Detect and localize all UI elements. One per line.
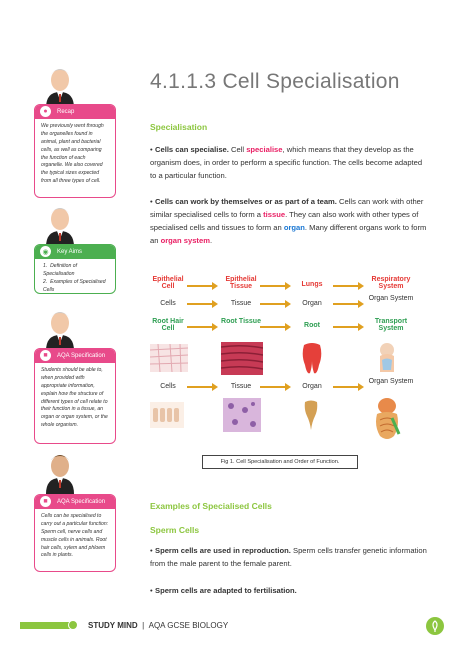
key-aim-item: 1. Definition of Specialisation xyxy=(43,263,77,277)
teacher-avatar-icon xyxy=(40,452,80,494)
respiratory-system-image xyxy=(374,342,400,372)
section-heading: Specialisation xyxy=(150,122,208,132)
teacher-avatar-icon xyxy=(40,205,80,247)
aqa-spec-header: ■ AQA Specification xyxy=(35,495,115,509)
fig-label-organ-system: Organ System xyxy=(368,295,414,302)
paragraph-sperm-fertilisation: • Sperm cells are adapted to fertilisation. xyxy=(150,586,297,595)
fig-label-tissue: Tissue xyxy=(230,300,252,307)
teacher-avatar-icon xyxy=(40,66,80,108)
key-aims-header: ◉ Key Aims xyxy=(35,245,115,259)
arrow-icon xyxy=(333,303,359,305)
fig-label-cells: Cells xyxy=(160,383,176,390)
recap-header: ● Recap xyxy=(35,105,115,119)
lightbulb-icon: ● xyxy=(40,106,51,117)
arrow-icon xyxy=(333,326,359,328)
figure-caption: Fig 1. Cell Specialisation and Order of Function. xyxy=(202,455,358,469)
organ-image xyxy=(303,400,319,430)
fig-label-tissue: Tissue xyxy=(230,383,252,390)
fig-label-root-hair-cell: Root Hair Cell xyxy=(152,318,184,332)
fig-label-organ: Organ xyxy=(302,383,322,390)
section-heading: Examples of Specialised Cells xyxy=(150,501,272,511)
arrow-icon xyxy=(260,285,286,287)
epithelial-tissue-image xyxy=(221,342,263,375)
epithelial-cell-image xyxy=(150,344,188,372)
aqa-spec-header: ■ AQA Specification xyxy=(35,349,115,363)
clipboard-icon: ■ xyxy=(40,350,51,361)
teacher-avatar-icon xyxy=(40,309,80,351)
aqa-spec-text: Students should be able to, when provided with appropriate information, explain how the structure of different types of cell relate to their function in a tissue, an organ or organ system, or the whole organism. xyxy=(41,367,108,429)
study-mind-logo-icon xyxy=(426,617,444,635)
arrow-icon xyxy=(333,386,359,388)
subsection-heading: Sperm Cells xyxy=(150,525,200,535)
target-icon: ◉ xyxy=(40,246,51,257)
key-aims-list xyxy=(35,259,115,299)
arrow-icon xyxy=(260,303,286,305)
aqa-spec-text: Cells can be specialised to carry out a particular function: Sperm cell, nerve cells and muscle cells in animals. Root hair cells, xylem and phloem cells in plants. xyxy=(41,513,109,559)
paragraph-cells-specialise: • Cells can specialise. Cell specialise, which means that they develop as the organism does, in order to perform a specific function. The cells become adapted to a particular function. xyxy=(150,145,423,180)
paragraph-sperm-reproduction: • Sperm cells are used in reproduction. Sperm cells transfer genetic information from the male parent to the female parent. xyxy=(150,546,427,568)
footer-bar xyxy=(20,622,72,629)
arrow-icon xyxy=(187,285,213,287)
fig-label-respiratory-system: Respiratory System xyxy=(371,276,411,290)
cells-image xyxy=(150,402,184,428)
fig-label-lungs: Lungs xyxy=(301,281,323,288)
clipboard-icon: ■ xyxy=(40,496,51,507)
arrow-icon xyxy=(187,326,213,328)
aqa-spec-panel xyxy=(34,348,116,444)
arrow-icon xyxy=(187,386,213,388)
arrow-icon xyxy=(187,303,213,305)
paragraph-cells-team: • Cells can work by themselves or as part of a team. Cells can work with other similar specialised cells to form a tissue. They can also work with other types of specialised cells and tissues to form an organ. Many different organs work to form an organ system. xyxy=(150,197,427,245)
fig-label-root: Root xyxy=(304,322,320,329)
key-aims-panel xyxy=(34,244,116,294)
key-aim-item: 2. Examples of Specialised Cells xyxy=(43,278,106,293)
recap-panel xyxy=(34,104,116,198)
organ-system-image xyxy=(372,396,402,442)
arrow-icon xyxy=(260,386,286,388)
aqa-spec-panel xyxy=(34,494,116,572)
tissue-image xyxy=(223,398,261,432)
fig-label-transport-system: Transport System xyxy=(374,318,408,332)
fig-label-cells: Cells xyxy=(160,300,176,307)
lungs-image xyxy=(299,343,325,375)
fig-label-organ: Organ xyxy=(302,300,322,307)
page-title: 4.1.1.3 Cell Specialisation xyxy=(150,70,400,93)
footer-text: STUDY MIND | AQA GCSE BIOLOGY xyxy=(88,621,229,630)
arrow-icon xyxy=(333,285,359,287)
footer-dot-icon xyxy=(68,620,78,630)
fig-label-epithelial-cell: Epithelial Cell xyxy=(152,276,184,290)
fig-label-root-tissue: Root Tissue xyxy=(221,318,261,325)
recap-text: We previously went through the organelles found in animal, plant and bacterial cells, as well as comparing the function of each organelle. We also covered the typical sizes expected from all three types of cell. xyxy=(41,123,104,185)
fig-label-epithelial-tissue: Epithelial Tissue xyxy=(225,276,257,290)
fig-label-organ-system: Organ System xyxy=(368,378,414,385)
arrow-icon xyxy=(260,326,286,328)
